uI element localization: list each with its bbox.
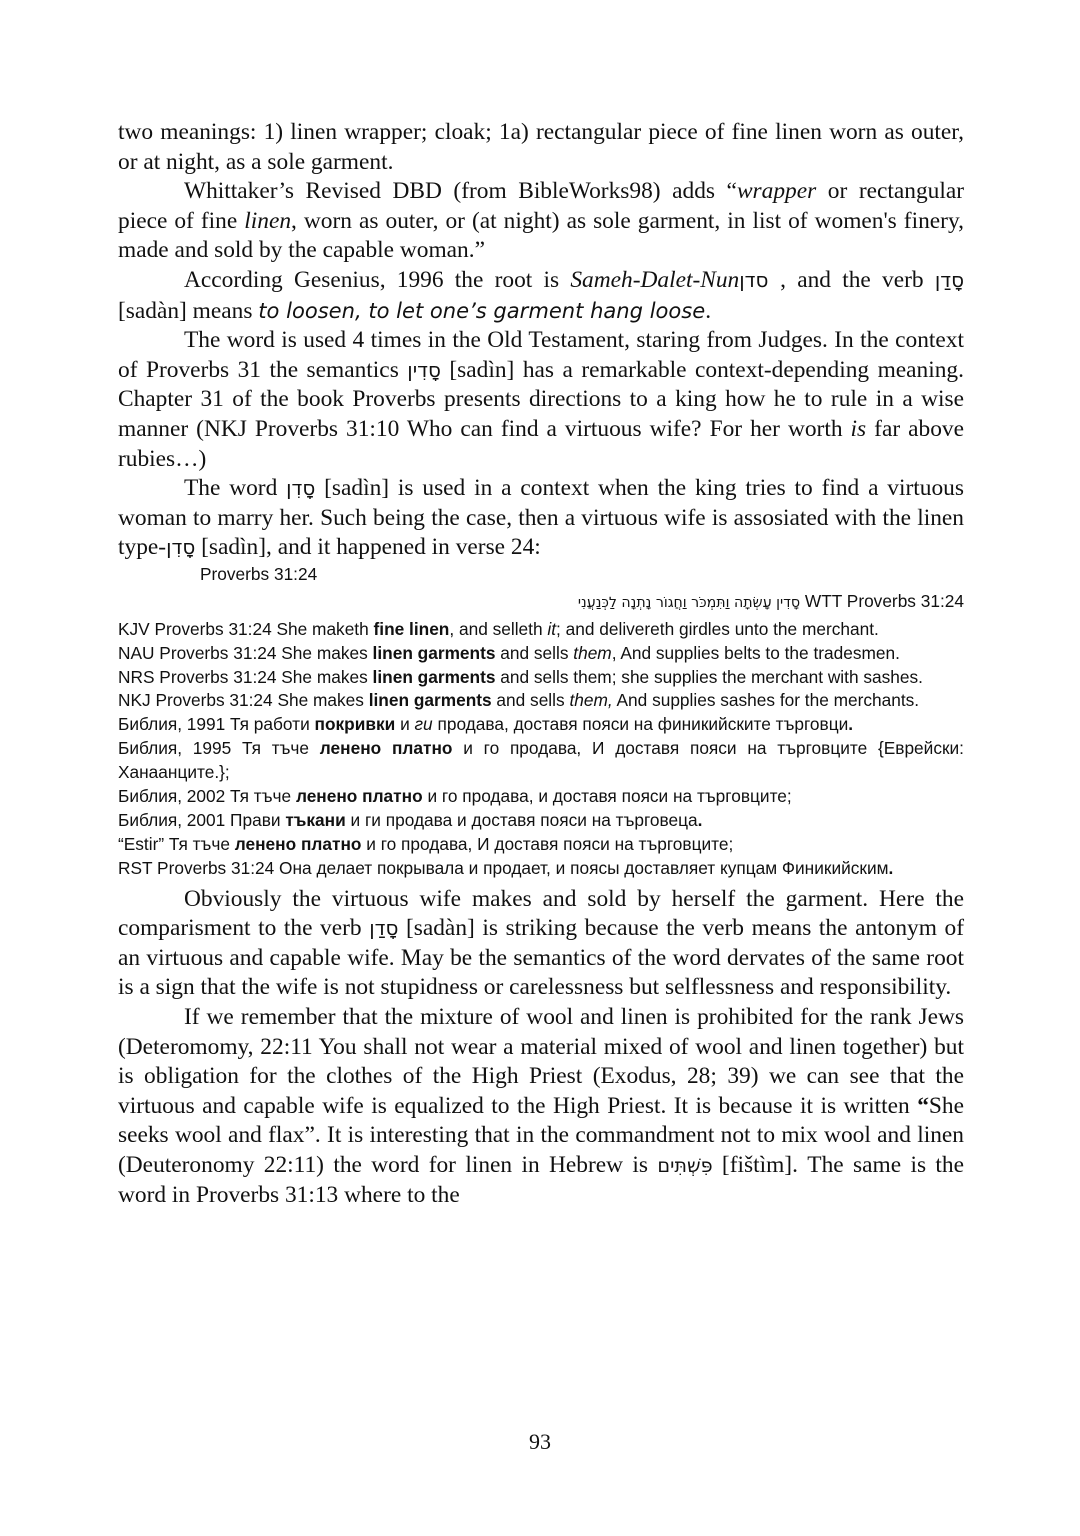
document-page (118, 118, 964, 1210)
page-number: 93 (529, 1429, 551, 1454)
body-text-top (118, 118, 964, 563)
verse-nau: NAU Proverbs 31:24 She makes linen garments and sells them, And supplies belts to the tradesmen. (118, 642, 900, 663)
verse-estir: “Estir” Тя тъче ленено платно и го продава, И доставя пояси на търговците; (118, 833, 734, 854)
paragraph-1: two meanings: 1) linen wrapper; cloak; 1a) rectangular piece of fine linen worn as outer, or at night, as a sole garment. (118, 119, 964, 175)
verse-bible-2002: Библия, 2002 Тя тъче ленено платно и го продава, и доставя пояси на търговците; (118, 786, 792, 807)
paragraph-whittaker: Whittaker’s Revised DBD (from BibleWorks98) adds “wrapper or rectangular piece of fine linen, worn as outer, or (at night) as sole garment, in list of women's finery, made and sold by the capable woman.” (118, 178, 965, 264)
paragraph-old-testament: The word is used 4 times in the Old Testament, staring from Judges. In the context of Proverbs 31 the semantics סָדִין [sadìn] has a remarkable context-depending meaning. Chapter 31 of the book Proverbs presents directions to a king how he to rule in a wise manner (NKJ Proverbs 31:10 Who can find a virtuous wife? For her worth is far above rubies…) (118, 327, 964, 472)
paragraph-gesenius: According Gesenius, 1996 the root is Sameh-Dalet-Nun סדן, and the verb סָדַן [sadàn] means to loosen, to let one’s garment hang loose. (118, 266, 965, 324)
reference-heading: Proverbs 31:24 (200, 563, 318, 584)
verse-nkj: NKJ Proverbs 31:24 She makes linen garments and sells them, And supplies sashes for the merchants. (118, 690, 920, 711)
verse-bible-1991: Библия, 1991 Тя работи покривки и ги продава, доставя пояси на финикийските търговци. (118, 714, 854, 735)
verse-rst: RST Proverbs 31:24 Она делает покрывала и продает, и поясы доставляет купцам Финикийским. (118, 857, 894, 878)
verse-wtt: סָדִין עָשְׂתָה וַתִּמְכֹּר וַחֲגוֹר נָתְנָה לַכְּנַעֲנִי WTT Proverbs 31:24 (577, 590, 964, 611)
verse-bible-2001: Библия, 2001 Прави тъкани и ги продава и доставя пояси на търговеца. (118, 809, 703, 830)
verse-translations (118, 563, 964, 881)
paragraph-virtuous-woman: The word סָדִן [sadìn] is used in a context when the king tries to find a virtuous woman to marry her. Such being the case, then a virtuous wife is assosiated with the linen type-סָדִן [sadìn], and it happened in verse 24: (118, 475, 964, 561)
body-text-bottom (118, 885, 964, 1211)
paragraph-obviously: Obviously the virtuous wife makes and sold by herself the garment. Here the comparisment to the verb סָדַן [sadàn] is striking because the verb means the antonym of an virtuous and capable wife. May be the semantics of the word dervates of the same root is a sign that the wife is not stupidness or carelessness but selflessness and responsibility. (118, 885, 965, 1001)
verse-nrs: NRS Proverbs 31:24 She makes linen garments and sells them; she supplies the merchant with sashes. (118, 666, 923, 687)
verse-kjv: KJV Proverbs 31:24 She maketh fine linen, and selleth it; and delivereth girdles unto the merchant. (118, 618, 879, 639)
paragraph-wool-linen: If we remember that the mixture of wool and linen is prohibited for the rank Jews (Deteromomy, 22:11 You shall not wear a material mixed of wool and linen together) but is obligation for the clothes of the High Priest (Exodus, 28; 39) we can see that the virtuous and capable wife is equalized to the High Priest. It is because it is written “She seeks wool and flax”. It is interesting that in the commandment not to mix wool and linen (Deuteronomy 22:11) the word for linen in Hebrew is פִּשְׁתִּים [fištìm]. The same is the word in Proverbs 31:13 where to the (118, 1004, 964, 1208)
verse-bible-1995: Библия, 1995 Тя тъче ленено платно и го продава, И доставя пояси на търговците {Еврейски: Ханаанците.}; (118, 738, 964, 783)
